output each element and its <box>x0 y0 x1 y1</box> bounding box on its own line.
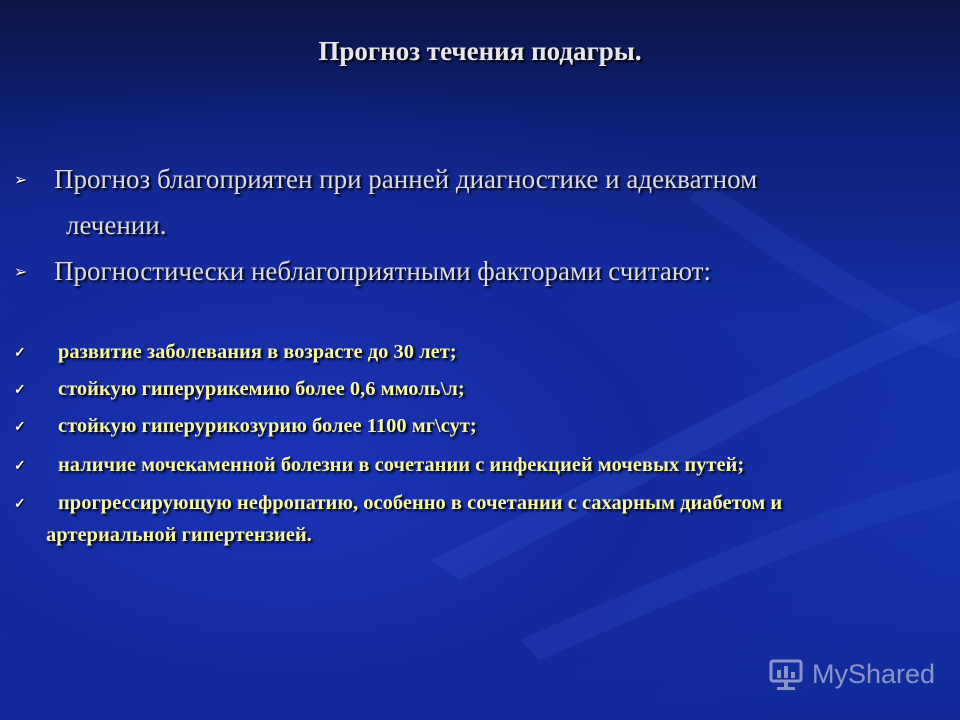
arrow-bullet-icon: ➢ <box>14 264 28 281</box>
factor-item-continued <box>46 519 946 551</box>
watermark-logo <box>768 654 935 694</box>
presentation-board-icon <box>768 656 804 692</box>
bullet-unfavorable-factors: Прогностически неблагоприятными факторами считают: <box>54 256 711 286</box>
watermark-text: MyShared <box>812 658 936 689</box>
bullet-prognosis: Прогноз благоприятен при ранней диагностике и адекватном <box>54 164 758 194</box>
factor-item <box>14 410 954 444</box>
factor-item <box>14 449 954 483</box>
checkmark-icon: ✓ <box>14 346 26 361</box>
arrow-bullet-icon: ➢ <box>14 172 28 189</box>
checkmark-icon: ✓ <box>14 420 26 435</box>
slide-title: Прогноз течения подагры. <box>318 36 642 66</box>
factor-item <box>14 336 954 370</box>
factor-text: стойкую гиперурикозурию более 1100 мг\сут; <box>58 415 477 437</box>
factor-text: наличие мочекаменной болезни в сочетании с инфекцией мочевых путей; <box>58 454 745 476</box>
factor-text: развитие заболевания в возрасте до 30 лет; <box>58 341 457 363</box>
checkmark-icon: ✓ <box>14 497 26 512</box>
checkmark-icon: ✓ <box>14 459 26 474</box>
checkmark-icon: ✓ <box>14 383 26 398</box>
factor-text: артериальной гипертензией. <box>46 524 312 546</box>
factor-text: прогрессирующую нефропатию, особенно в сочетании с сахарным диабетом и <box>58 492 783 514</box>
factor-item <box>14 487 954 521</box>
factor-text: стойкую гиперурикемию более 0,6 ммоль\л; <box>58 378 465 400</box>
factor-item <box>14 373 954 407</box>
bullet-prognosis-continued: лечении. <box>66 210 167 240</box>
